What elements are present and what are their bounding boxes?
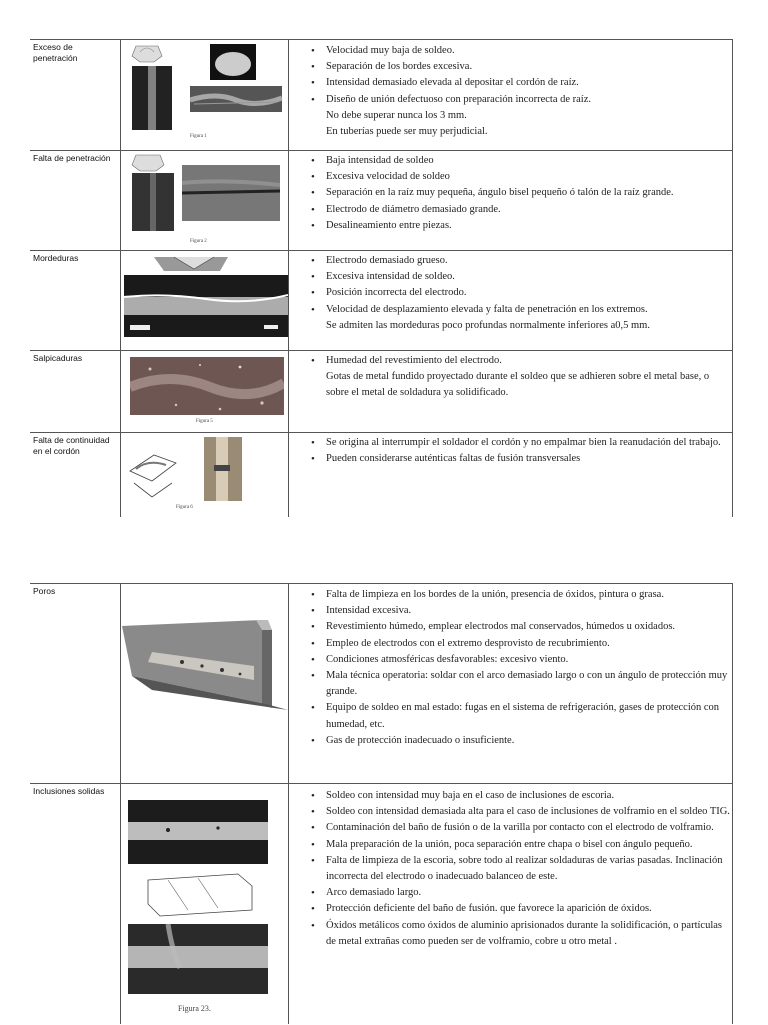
list-note: En tuberías puede ser muy perjudicial. (326, 126, 488, 138)
table-row-exceso-penetracion (30, 39, 732, 151)
row-label: Salpicaduras (33, 353, 83, 363)
row-label: Falta de continuidad en el cordón (33, 435, 110, 456)
figure-falta-penetracion (126, 153, 286, 249)
defects-table-2 (30, 583, 732, 1024)
causes-list (308, 353, 733, 402)
list-item: • Excesiva velocidad de soldeo (308, 169, 733, 185)
list-item: • Soldeo con intensidad muy baja en el caso de inclusiones de escoria. (308, 788, 733, 804)
list-item: • Velocidad muy baja de soldeo. (308, 43, 733, 59)
causes-list (308, 253, 733, 334)
figure-caption: Figura 5 (196, 419, 213, 424)
list-item: • Equipo de soldeo en mal estado: fugas en el sistema de refrigeración, gases de protección con humedad, etc. (308, 700, 733, 732)
list-item: • Soldeo con intensidad demasiada alta para el caso de inclusiones de volframio en el soldeo TIG. (308, 804, 733, 820)
list-item: • Pueden considerarse auténticas faltas de fusión transversales (308, 451, 733, 467)
figure-caption: Figura 1 (190, 134, 207, 139)
list-item: • Electrodo demasiado grueso. (308, 253, 733, 269)
figure-falta-continuidad (126, 435, 286, 517)
list-item: • Falta de limpieza de la escoria, sobre todo al realizar soldaduras de varias pasadas. Inclinación incorrecta del electrodo o inadecuado balanceo de este. (308, 853, 733, 885)
causes-list (308, 435, 733, 467)
list-item: • Desalineamiento entre piezas. (308, 218, 733, 234)
row-label: Mordeduras (33, 253, 79, 263)
figure-caption: Figura 6 (176, 505, 193, 510)
list-item: • Intensidad demasiado elevada al depositar el cordón de raíz. (308, 75, 733, 91)
row-label: Inclusiones solidas (33, 786, 105, 796)
table-row-falta-continuidad (30, 432, 732, 518)
table-row-falta-penetracion (30, 150, 732, 251)
figure-salpicaduras (130, 357, 284, 433)
list-item: • Condiciones atmosféricas desfavorables: excesivo viento. (308, 652, 733, 668)
list-item: • Mala técnica operatoria: soldar con el arco demasiado largo o con un ángulo de protección muy grande. (308, 668, 733, 700)
table-row-inclusiones-solidas (30, 783, 732, 1025)
list-item: • Revestimiento húmedo, emplear electrodos mal conservados, húmedos u oxidados. (308, 619, 733, 635)
list-note: No debe superar nunca los 3 mm. (326, 109, 467, 121)
list-item: • Contaminación del baño de fusión o de la varilla por contacto con el electrodo de volframio. (308, 820, 733, 836)
list-item: • Arco demasiado largo. (308, 885, 733, 901)
causes-list (308, 43, 733, 140)
defects-table-1 (30, 39, 732, 517)
list-item: • Velocidad de desplazamiento elevada y falta de penetración en los extremos. (308, 302, 733, 318)
list-item: • Empleo de electrodos con el extremo desprovisto de recubrimiento. (308, 636, 733, 652)
list-item: • Baja intensidad de soldeo (308, 153, 733, 169)
row-label: Poros (33, 586, 56, 596)
row-label: Exceso de penetración (33, 42, 78, 63)
list-item: • Gas de protección inadecuado o insuficiente. (308, 733, 733, 749)
list-item: • Electrodo de diámetro demasiado grande. (308, 202, 733, 218)
list-item: • Óxidos metálicos como óxidos de aluminio aprisionados durante la solidificación, o partículas de metal extrañas como pueden ser de volframio, cobre u otro metal . (308, 918, 733, 950)
list-item: • Separación en la raíz muy pequeña, ángulo bisel pequeño ó talón de la raíz grande. (308, 185, 733, 201)
list-item: • Mala preparación de la unión, poca separación entre chapa o bisel con ángulo pequeño. (308, 837, 733, 853)
list-item: • Excesiva intensidad de soldeo. (308, 269, 733, 285)
causes-list (308, 587, 733, 749)
figure-inclusiones-solidas (128, 800, 272, 1024)
causes-list (308, 153, 733, 234)
list-item: • Falta de limpieza en los bordes de la unión, presencia de óxidos, pintura o grasa. (308, 587, 733, 603)
figure-mordeduras (124, 253, 288, 349)
table-row-salpicaduras (30, 350, 732, 433)
table-row-poros (30, 583, 732, 784)
list-note: Gotas de metal fundido proyectado durante el soldeo que se adhieren sobre el metal base, o sobre el metal de soldadura ya solidificado. (326, 371, 710, 399)
list-item: • Posición incorrecta del electrodo. (308, 285, 733, 301)
list-item: • Protección deficiente del baño de fusión. que favorece la aparición de óxidos. (308, 901, 733, 917)
list-item: • Separación de los bordes excesiva. (308, 59, 733, 75)
list-item: • Intensidad excesiva. (308, 603, 733, 619)
list-item: • Humedad del revestimiento del electrodo. (308, 353, 733, 369)
list-item: • Se origina al interrumpir el soldador el cordón y no empalmar bien la reanudación del trabajo. (308, 435, 733, 451)
figure-exceso-penetracion (126, 42, 286, 148)
list-item: • Diseño de unión defectuoso con preparación incorrecta de raíz. (308, 92, 733, 108)
table-row-mordeduras (30, 250, 732, 351)
figure-poros (122, 620, 288, 712)
figure-caption: Figura 23. (178, 1004, 211, 1013)
figure-caption: Figura 2 (190, 239, 207, 244)
row-label: Falta de penetración (33, 153, 111, 163)
list-note: Se admiten las mordeduras poco profundas normalmente inferiores a0,5 mm. (326, 319, 650, 331)
causes-list (308, 788, 733, 950)
